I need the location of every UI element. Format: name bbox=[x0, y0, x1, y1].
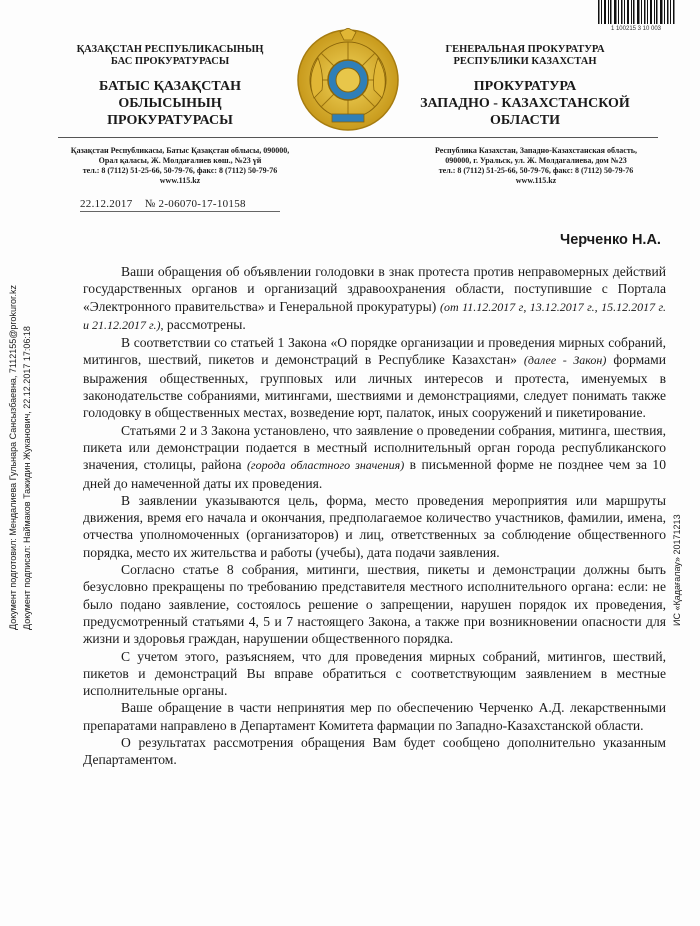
header-left-big2: ОБЛЫСЫНЫҢ bbox=[118, 96, 222, 111]
address-left-line3: тел.: 8 (7112) 51-25-66, 50-79-76, факс: 8 (7112) 50-79-76 bbox=[82, 166, 278, 175]
paragraph-1 bbox=[83, 263, 666, 334]
barcode bbox=[596, 0, 676, 24]
header-right-line2: РЕСПУБЛИКИ КАЗАХСТАН bbox=[453, 56, 597, 67]
paragraph-2 bbox=[83, 334, 666, 421]
paragraph-7: Ваше обращение в части непринятия мер по обеспечению Черченко А.Д. лекарственными препаратами направлено в Департамент Комитета фармации по Западно-Казахстанской области. bbox=[83, 700, 666, 733]
address-right-line3: тел.: 8 (7112) 51-25-66, 50-79-76, факс: 8 (7112) 50-79-76 bbox=[438, 166, 634, 175]
paragraph-3-text: Статьями 2 и 3 Закона установлено, что заявление о проведении собрания, митинга, шествия, пикета или демонстрации подается в местный исполнительный орган города республиканского значения, столицы, района bbox=[83, 422, 666, 473]
header-left-line2: БАС ПРОКУРАТУРАСЫ bbox=[110, 56, 230, 67]
address-right-line2: 090000, г. Уральск, ул. Ж. Молдагалиева, дом №23 bbox=[445, 156, 627, 165]
paragraph-2-note: (далее - Закон) bbox=[523, 353, 607, 368]
address-left-line4: www.115.kz bbox=[159, 176, 201, 185]
paragraph-1-dates: (от 11.12.2017 г, 13.12.2017 г., 15.12.2017 г. и 21.12.2017 г.), bbox=[83, 299, 667, 332]
paragraph-4: В заявлении указываются цель, форма, место проведения мероприятия или маршруты движения, время его начала и окончания, предполагаемое количество участников, фамилии, имена, отчества уполномоченных (организаторов) и лиц, ответственных за соблюдение общественного порядка, место их жительства и работы (учебы), дата подачи заявления. bbox=[83, 492, 666, 560]
header-divider bbox=[58, 137, 658, 138]
paragraph-1-end: рассмотрены. bbox=[163, 316, 246, 332]
header-left-big3: ПРОКУРАТУРАСЫ bbox=[107, 113, 233, 128]
address-left bbox=[60, 146, 300, 186]
header-right bbox=[410, 44, 640, 129]
paragraph-2-text: В соответствии со статьей 1 Закона «О порядке организации и проведения мирных собраний, митингов, шествий, пикетов и демонстраций в Республике Казахстан» bbox=[83, 335, 666, 368]
state-emblem-icon bbox=[296, 28, 400, 132]
paragraph-5: Согласно статье 8 собрания, митинги, шествия, пикеты и демонстрации должны быть безусловно прекращены по требованию представителя местного исполнительного органа: если: не было подано заявление, состоялось решение о запрещении, нарушен порядок их проведения, предусмотренный статьями 4, 5 и 7 настоящего Закона, а также при возникновении опасности для жизни и здоровья граждан, нарушении общественного порядка. bbox=[83, 562, 666, 647]
side-note-signed: Документ подписал: Наймаков Тажидин Жуканович, 22.12.2017 17:06:18 bbox=[22, 326, 32, 630]
header-left-big1: БАТЫС ҚАЗАҚСТАН bbox=[99, 79, 241, 94]
addressee: Черченко Н.А. bbox=[560, 232, 661, 248]
address-left-line2: Орал қаласы, Ж. Молдағалиев көш., №23 үй bbox=[98, 156, 262, 165]
registration bbox=[80, 198, 246, 210]
header-right-big2: ЗАПАДНО - КАЗАХСТАНСКОЙ bbox=[420, 96, 630, 111]
header-left-line1: ҚАЗАҚСТАН РЕСПУБЛИКАСЫНЫҢ bbox=[76, 44, 264, 55]
paragraph-3-note: (города областного значения) bbox=[246, 458, 405, 473]
paragraph-3 bbox=[83, 422, 666, 492]
paragraph-1-text: Ваши обращения об объявлении голодовки в знак протеста против неправомерных действий государственных органов и организаций здравоохранения области, поступившие с Портала «Электронного правительства» и Генеральной прокуратуры) bbox=[83, 264, 666, 314]
registration-date: 22.12.2017 bbox=[80, 198, 133, 210]
side-note-system: ИС «Қадағалау» 20171213 bbox=[672, 514, 682, 626]
letter-body bbox=[83, 263, 666, 769]
address-right-line4: www.115.kz bbox=[515, 176, 557, 185]
paragraph-3-end: в письменной форме не позднее чем за 10 дней до намеченной даты их проведения. bbox=[83, 457, 667, 491]
side-note-prepared: Документ подготовил: Мендалиева Гульнара Сансызбаевна, 7112155@prokuror.kz bbox=[8, 285, 18, 630]
header-right-big3: ОБЛАСТИ bbox=[490, 113, 560, 128]
registration-underline bbox=[80, 211, 280, 212]
header-left bbox=[55, 44, 285, 129]
registration-number: № 2-06070-17-10158 bbox=[144, 198, 246, 210]
address-right bbox=[412, 146, 660, 186]
address-left-line1: Қазақстан Республикасы, Батыс Қазақстан облысы, 090000, bbox=[70, 146, 290, 155]
paragraph-6: С учетом этого, разъясняем, что для проведения мирных собраний, митингов, шествий, пикетов и демонстраций Вы вправе обратиться с соответствующим заявлением в местные исполнительные органы. bbox=[83, 648, 666, 699]
paragraph-2-end: формами выражения общественных, групповых или личных интересов и протеста, именуемых в законодательстве собраниями, митингами, шествиями и демонстрациями, следует понимать также голодовку в общественных местах, возведение юрт, палаток, иных сооружений и пикетирование. bbox=[83, 352, 667, 421]
header-right-line1: ГЕНЕРАЛЬНАЯ ПРОКУРАТУРА bbox=[445, 44, 605, 55]
barcode-number: 1 100215 3 10 003 bbox=[610, 26, 662, 32]
paragraph-8: О результатах рассмотрения обращения Вам будет сообщено дополнительно указанным Департаментом. bbox=[83, 735, 666, 768]
header-right-big1: ПРОКУРАТУРА bbox=[473, 79, 577, 94]
address-right-line1: Республика Казахстан, Западно-Казахстанская область, bbox=[434, 146, 638, 155]
